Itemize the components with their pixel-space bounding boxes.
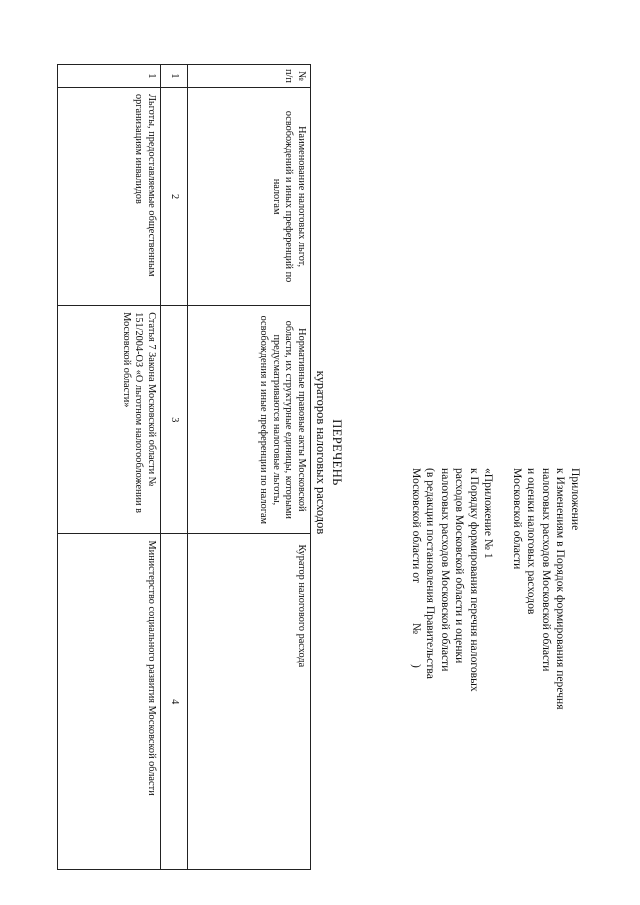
header-legal-acts: Нормативные правовые акты Московской области, их структурные единицы, которыми предусматриваются налоговые льготы, освобождения и иные преференции по налогам — [188, 306, 311, 534]
row-legal-act: Статья 7 Закона Московской области № 151/2004-ОЗ «О льготном налогообложении в Московской области» — [58, 306, 161, 534]
column-number: 3 — [161, 306, 188, 534]
number-sign: № — [410, 622, 423, 635]
appendix-line: налоговых расходов Московской области — [540, 468, 553, 672]
appendix-line: и оценки налоговых расходов — [525, 468, 539, 615]
original-appendix-line-6 — [409, 468, 424, 888]
original-appendix-line: (в редакции постановления Правительства — [424, 468, 438, 679]
date-label: Московской области от — [410, 468, 423, 583]
appendix-line: Приложение — [569, 468, 582, 531]
header-benefit-name: Наименование налоговых льгот, освобождений и иных преференций по налогам — [188, 87, 311, 305]
appendix-line: к Изменениям в Порядок формирования перечня — [554, 468, 568, 710]
document-title: ПЕРЕЧЕНЬ — [330, 419, 344, 486]
original-appendix-line: «Приложение № 1 — [482, 468, 496, 559]
closing-paren: ) — [410, 664, 423, 668]
row-benefit-name: Льготы, предоставляемые общественным организациям инвалидов — [58, 87, 161, 305]
original-appendix-line: налоговых расходов Московской области — [439, 468, 452, 672]
table-row — [58, 65, 161, 870]
spacer — [496, 468, 510, 888]
appendix-line: Московской области — [511, 468, 524, 570]
document-subtitle: кураторов налоговых расходов — [314, 370, 328, 535]
curators-table — [57, 64, 311, 870]
table-header-row — [188, 65, 311, 870]
column-number: 2 — [161, 87, 188, 305]
column-number: 1 — [161, 65, 188, 88]
row-num: 1 — [58, 65, 161, 88]
original-appendix-line: к Порядку формирования перечня налоговых — [468, 468, 481, 692]
table-column-numbers-row — [161, 65, 188, 870]
header-curator: Куратор налогового расхода — [188, 534, 311, 870]
row-curator: Министерство социального развития Московской области — [58, 534, 161, 870]
header-num: № п/п — [188, 65, 311, 88]
original-appendix-line: расходов Московской области и оценки — [453, 468, 467, 664]
appendix-header — [409, 468, 583, 888]
column-number: 4 — [161, 534, 188, 870]
